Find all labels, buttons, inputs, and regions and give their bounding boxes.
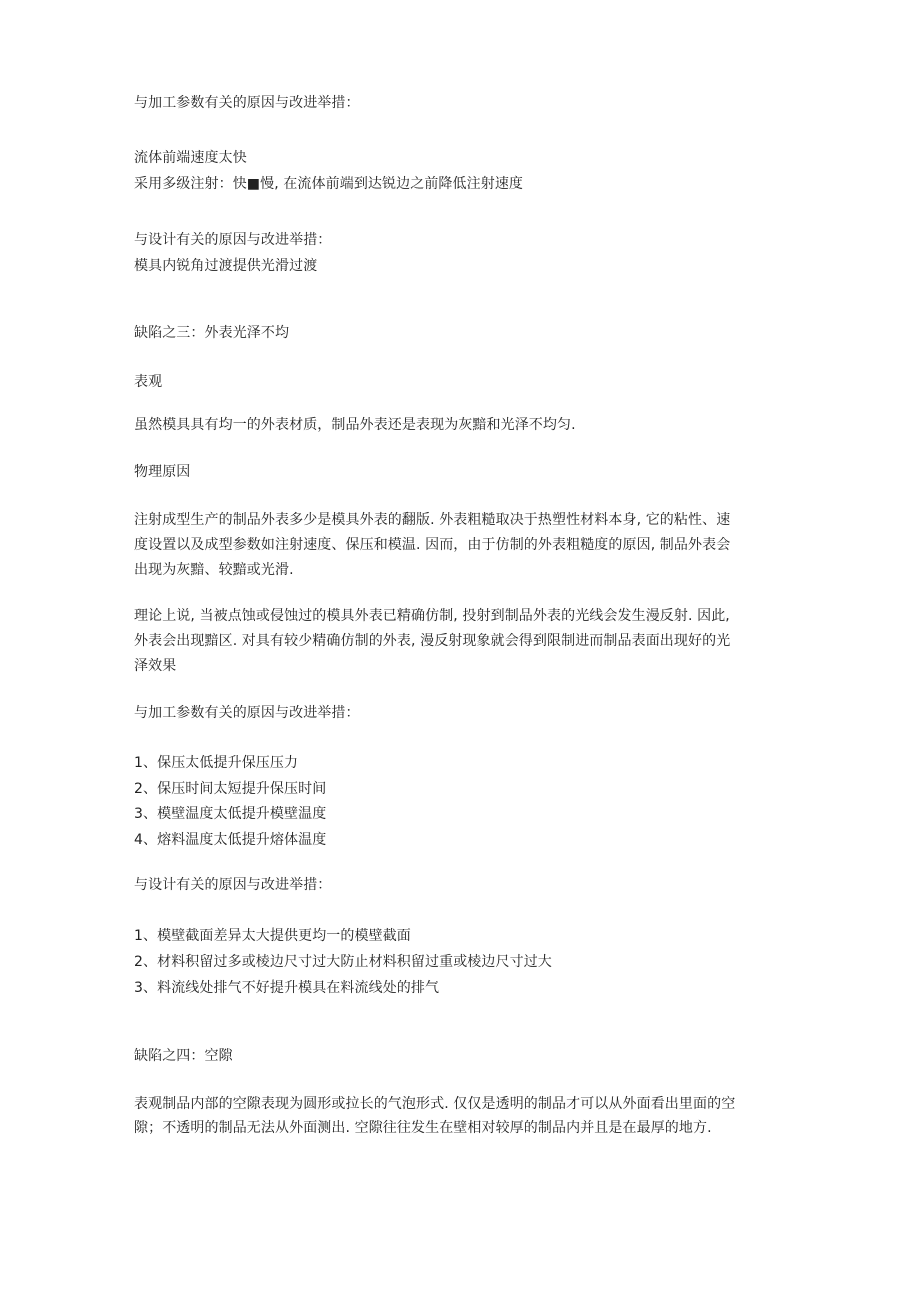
design-item-1: 1、模壁截面差异太大提供更均一的模壁截面 [134, 928, 411, 944]
label-appearance: 表观 [134, 374, 163, 390]
voids-description-line-1: 表观制品内部的空隙表现为圆形或拉长的气泡形式. 仅仅是透明的制品才可以从外面看出里面的空 [134, 1096, 736, 1112]
theory-line-3: 泽效果 [134, 658, 177, 674]
design-item-2: 2、材料积留过多或棱边尺寸过大防止材料积留过重或棱边尺寸过大 [134, 954, 552, 970]
physical-cause-line-2: 度设置以及成型参数如注射速度、保压和模温. 因而，由于仿制的外表粗糙度的原因, 制品外表会 [134, 537, 731, 553]
voids-description-line-2: 隙；不透明的制品无法从外面测出. 空隙往往发生在壁相对较厚的制品内并且是在最厚的地方. [134, 1120, 712, 1136]
section-title-defect-four: 缺陷之四：空隙 [134, 1048, 233, 1064]
process-item-3: 3、模壁温度太低提升模壁温度 [134, 806, 327, 822]
process-item-1: 1、保压太低提升保压压力 [134, 755, 299, 771]
design-item-3: 3、料流线处排气不好提升模具在料流线处的排气 [134, 980, 440, 996]
remedy-smooth-transition: 模具内锐角过渡提供光滑过渡 [134, 258, 318, 274]
process-item-2: 2、保压时间太短提升保压时间 [134, 781, 327, 797]
heading-design-causes-2: 与设计有关的原因与改进举措： [134, 877, 332, 893]
heading-process-causes: 与加工参数有关的原因与改进举措： [134, 95, 360, 111]
theory-line-2: 外表会出现黯区. 对具有较少精确仿制的外表, 漫反射现象就会得到限制进而制品表面出现好的光 [134, 633, 731, 649]
remedy-multistage-injection: 采用多级注射：快■慢, 在流体前端到达锐边之前降低注射速度 [134, 176, 524, 192]
cause-flow-front-speed: 流体前端速度太快 [134, 150, 247, 166]
physical-cause-line-1: 注射成型生产的制品外表多少是模具外表的翻版. 外表粗糙取决于热塑性材料本身, 它的粘性、速 [134, 512, 731, 528]
theory-line-1: 理论上说, 当被点蚀或侵蚀过的模具外表已精确仿制, 投射到制品外表的光线会发生漫反射. 因此, [134, 608, 730, 624]
section-title-defect-three: 缺陷之三：外表光泽不均 [134, 325, 290, 341]
process-item-4: 4、熔料温度太低提升熔体温度 [134, 832, 327, 848]
appearance-description: 虽然模具具有均一的外表材质，制品外表还是表现为灰黯和光泽不均匀. [134, 417, 576, 433]
physical-cause-line-3: 出现为灰黯、较黯或光滑. [134, 562, 294, 578]
heading-design-causes: 与设计有关的原因与改进举措： [134, 232, 332, 248]
heading-process-causes-2: 与加工参数有关的原因与改进举措： [134, 705, 360, 721]
label-physical-cause: 物理原因 [134, 464, 191, 480]
